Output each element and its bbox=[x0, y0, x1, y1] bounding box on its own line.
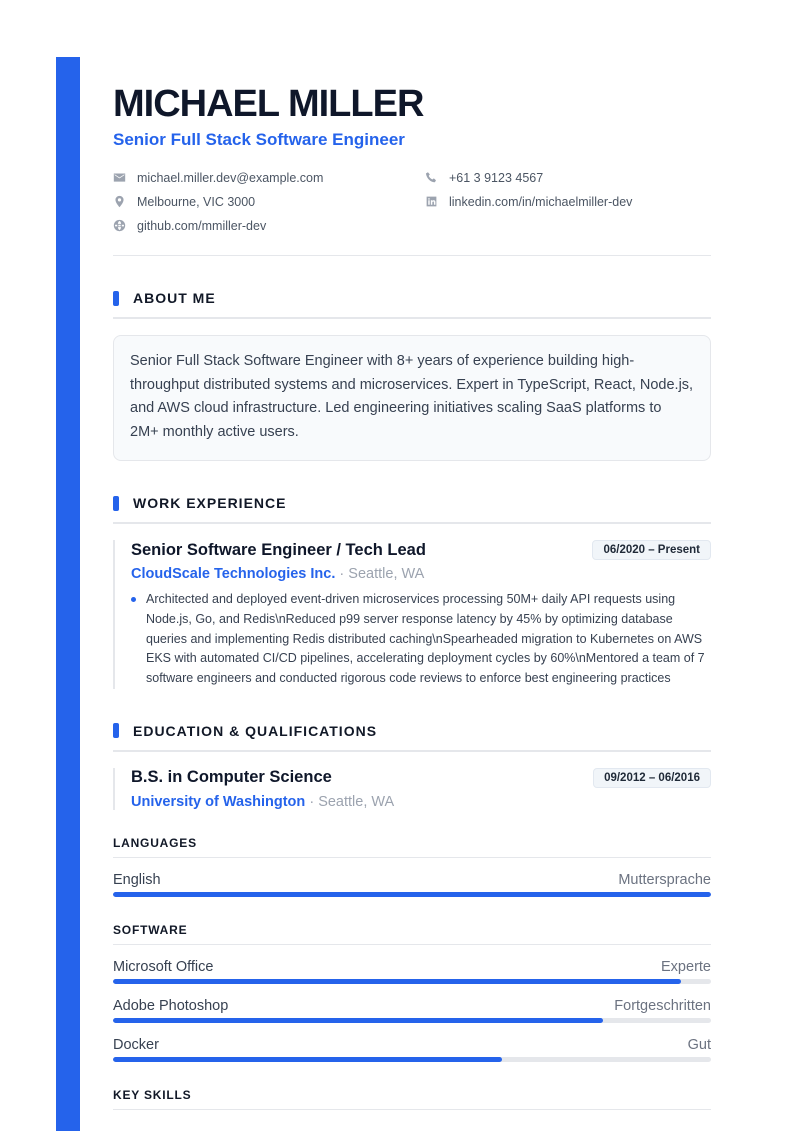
software-level-bar bbox=[113, 979, 711, 984]
key-skills-heading: KEY SKILLS bbox=[113, 1088, 711, 1110]
separator-dot: · bbox=[309, 793, 315, 810]
software-level-bar bbox=[113, 1057, 711, 1062]
software-item bbox=[113, 1037, 711, 1062]
software-level: Experte bbox=[661, 958, 711, 975]
phone-icon bbox=[425, 171, 438, 184]
about-summary: Senior Full Stack Software Engineer with 8+ years of experience building high-throughput distributed systems and microservices. Expert in TypeScript, React, Node.js, and AWS cloud infrastructure. Led engineering initiatives scaling SaaS platforms to 2M+ monthly active users. bbox=[113, 335, 711, 461]
software-level-fill bbox=[113, 1057, 502, 1062]
software-name: Adobe Photoshop bbox=[113, 997, 229, 1014]
candidate-name: MICHAEL MILLER bbox=[113, 83, 424, 125]
contact-email-text: michael.miller.dev@example.com bbox=[137, 170, 324, 185]
job-bullet bbox=[131, 590, 711, 689]
software-level-bar bbox=[113, 1018, 711, 1023]
language-level-bar bbox=[113, 892, 711, 897]
job-location: Seattle, WA bbox=[348, 566, 425, 582]
email-icon bbox=[113, 171, 126, 184]
about-heading-label: ABOUT ME bbox=[133, 290, 216, 306]
bullet-icon bbox=[131, 597, 136, 602]
language-level: Muttersprache bbox=[618, 871, 711, 888]
contact-linkedin[interactable] bbox=[425, 192, 711, 211]
resume-content bbox=[113, 82, 711, 1110]
education-school-line bbox=[131, 794, 711, 810]
school-name: University of Washington bbox=[131, 793, 306, 810]
header-divider bbox=[113, 255, 711, 256]
degree-title: B.S. in Computer Science bbox=[131, 768, 332, 787]
contact-location-text: Melbourne, VIC 3000 bbox=[137, 194, 256, 209]
section-marker bbox=[113, 291, 119, 306]
contact-email[interactable] bbox=[113, 168, 425, 187]
section-marker bbox=[113, 723, 119, 738]
software-level: Gut bbox=[687, 1036, 711, 1053]
accent-bar bbox=[56, 57, 80, 1131]
location-icon bbox=[113, 195, 126, 208]
software-item bbox=[113, 998, 711, 1023]
experience-section-heading bbox=[113, 495, 711, 524]
software-item bbox=[113, 959, 711, 984]
job-role: Senior Software Engineer / Tech Lead bbox=[131, 540, 426, 559]
separator-dot: · bbox=[339, 566, 345, 582]
contact-location bbox=[113, 192, 425, 211]
education-section-heading bbox=[113, 723, 711, 752]
contact-github-text: github.com/mmiller-dev bbox=[137, 218, 267, 233]
job-bullet-text: Architected and deployed event-driven microservices processing 50M+ daily API requests using Node.js, Go, and Redis\nReduced p99 server response latency by 45% by optimizing database queries and implementing Redis distributed caching\nSpearheaded migration to Kubernetes on AWS EKS with automated CI/CD pipelines, accelerating deployment cycles by 60%\nMentored a team of 7 software engineers and conducted rigorous code reviews to enforce best engineering practices bbox=[146, 592, 705, 686]
software-heading: SOFTWARE bbox=[113, 923, 711, 945]
language-name: English bbox=[113, 871, 161, 888]
education-dates-badge: 09/2012 – 06/2016 bbox=[593, 768, 711, 788]
contact-phone[interactable] bbox=[425, 168, 711, 187]
contact-list bbox=[113, 168, 711, 235]
contact-linkedin-text: linkedin.com/in/michaelmiller-dev bbox=[449, 194, 633, 209]
school-location: Seattle, WA bbox=[318, 793, 395, 810]
candidate-title: Senior Full Stack Software Engineer bbox=[113, 130, 405, 149]
job-company: CloudScale Technologies Inc. bbox=[131, 566, 336, 582]
education-heading-label: EDUCATION & QUALIFICATIONS bbox=[133, 722, 378, 739]
contact-phone-text: +61 3 9123 4567 bbox=[449, 170, 544, 185]
section-marker bbox=[113, 496, 119, 511]
education-entry bbox=[113, 768, 711, 810]
language-level-fill bbox=[113, 892, 711, 897]
about-section-heading bbox=[113, 290, 711, 319]
globe-icon bbox=[113, 219, 126, 232]
experience-heading-label: WORK EXPERIENCE bbox=[133, 495, 287, 511]
software-level-fill bbox=[113, 1018, 603, 1023]
software-name: Microsoft Office bbox=[113, 958, 214, 975]
experience-entry bbox=[113, 540, 711, 689]
software-level-fill bbox=[113, 979, 681, 984]
language-item bbox=[113, 872, 711, 897]
software-name: Docker bbox=[113, 1036, 159, 1053]
job-company-line bbox=[131, 566, 711, 582]
languages-heading: LANGUAGES bbox=[113, 836, 711, 858]
linkedin-icon bbox=[425, 195, 438, 208]
job-dates-badge: 06/2020 – Present bbox=[592, 540, 711, 560]
software-level: Fortgeschritten bbox=[614, 997, 711, 1014]
contact-github[interactable] bbox=[113, 216, 425, 235]
